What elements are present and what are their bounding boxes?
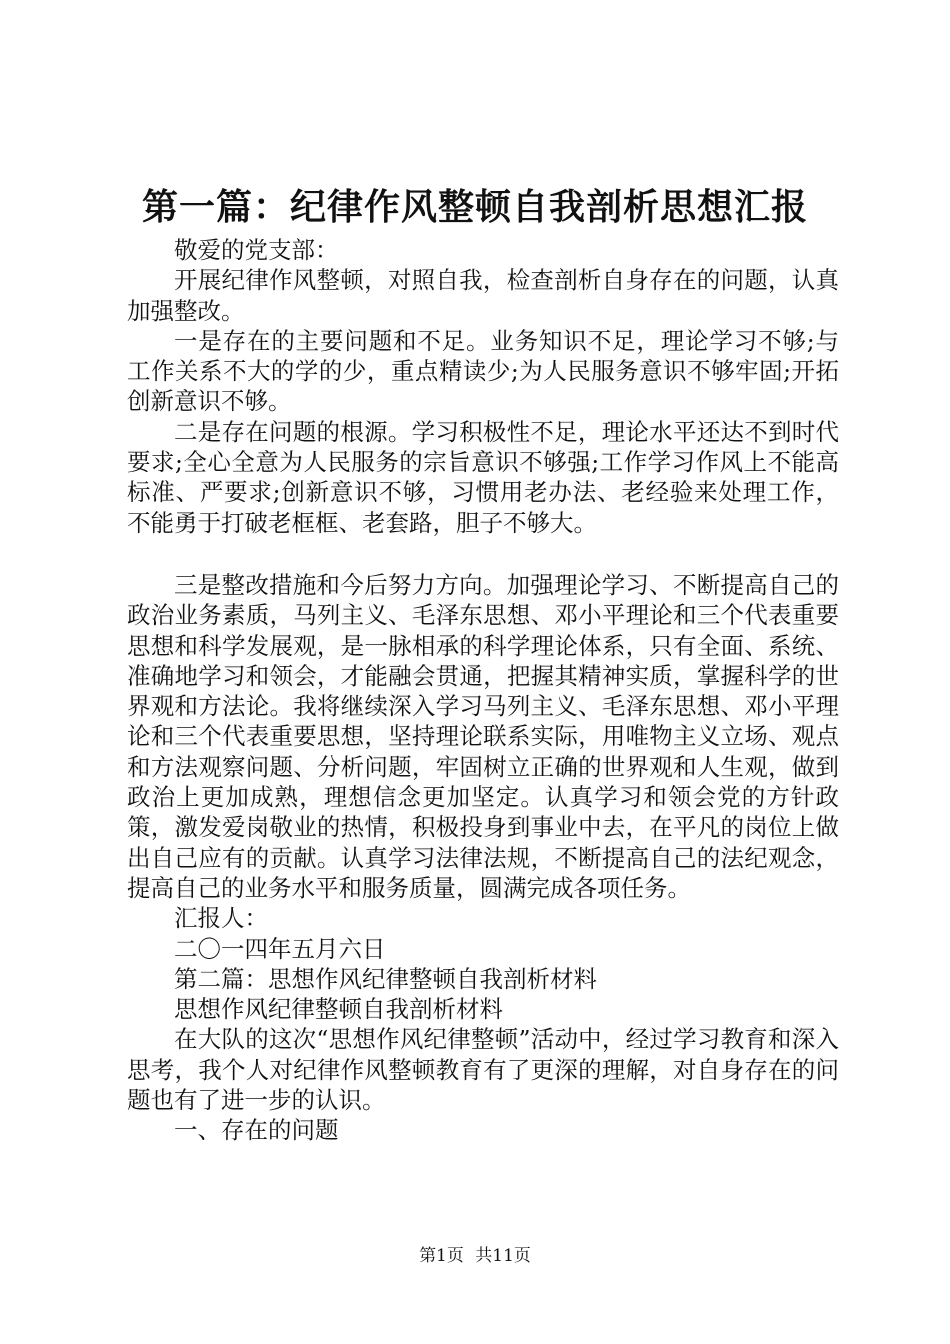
paragraph-problems: 一是存在的主要问题和不足。业务知识不足，理论学习不够;与工作关系不大的学的少，重点精读少;为人民服务意识不够牢固;开拓创新意识不够。 <box>127 326 839 416</box>
page-title: 第一篇：纪律作风整顿自我剖析思想汇报 <box>141 186 808 228</box>
paragraph-roots: 二是存在问题的根源。学习积极性不足，理论水平还达不到时代要求;全心全意为人民服务的宗旨意识不够强;工作学习作风上不能高标准、严要求;创新意识不够，习惯用老办法、老经验来处理工作，不能勇于打破老框框、老套路，胆子不够大。 <box>127 417 839 537</box>
section-one-heading: 一、存在的问题 <box>174 1116 339 1145</box>
salutation: 敬爱的党支部： <box>174 236 339 264</box>
page-total: 共11页 <box>475 1246 531 1266</box>
second-subheading: 思想作风纪律整顿自我剖析材料 <box>174 995 503 1024</box>
second-heading: 第二篇：思想作风纪律整顿自我剖析材料 <box>174 964 597 993</box>
paragraph-second: 在大队的这次“思想作风纪律整顿”活动中，经过学习教育和深入思考，我个人对纪律作风整顿教育有了更深的理解，对自身存在的问题也有了进一步的认识。 <box>127 1025 839 1115</box>
document-body <box>127 235 839 1146</box>
page-number: 第1页 <box>419 1246 464 1266</box>
paragraph-intro: 开展纪律作风整顿，对照自我，检查剖析自身存在的问题，认真加强整改。 <box>127 266 839 325</box>
paragraph-measures: 三是整改措施和今后努力方向。加强理论学习、不断提高自己的政治业务素质，马列主义、毛泽东思想、邓小平理论和三个代表重要思想和科学发展观，是一脉相承的科学理论体系，只有全面、系统、准确地学习和领会，才能融会贯通，把握其精神实质，掌握科学的世界观和方法论。我将继续深入学习马列主义、毛泽东思想、邓小平理论和三个代表重要思想，坚持理论联系实际，用唯物主义立场、观点和方法观察问题、分析问题，牢固树立正确的世界观和人生观，做到政治上更加成熟，理想信念更加坚定。认真学习和领会党的方针政策，激发爱岗敬业的热情，积极投身到事业中去，在平凡的岗位上做出自己应有的贡献。认真学习法律法规，不断提高自己的法纪观念，提高自己的业务水平和服务质量，圆满完成各项任务。 <box>127 570 839 902</box>
page-footer <box>0 1245 950 1267</box>
date-line: 二〇一四年五月六日 <box>174 934 386 963</box>
reporter-line: 汇报人： <box>174 904 268 933</box>
